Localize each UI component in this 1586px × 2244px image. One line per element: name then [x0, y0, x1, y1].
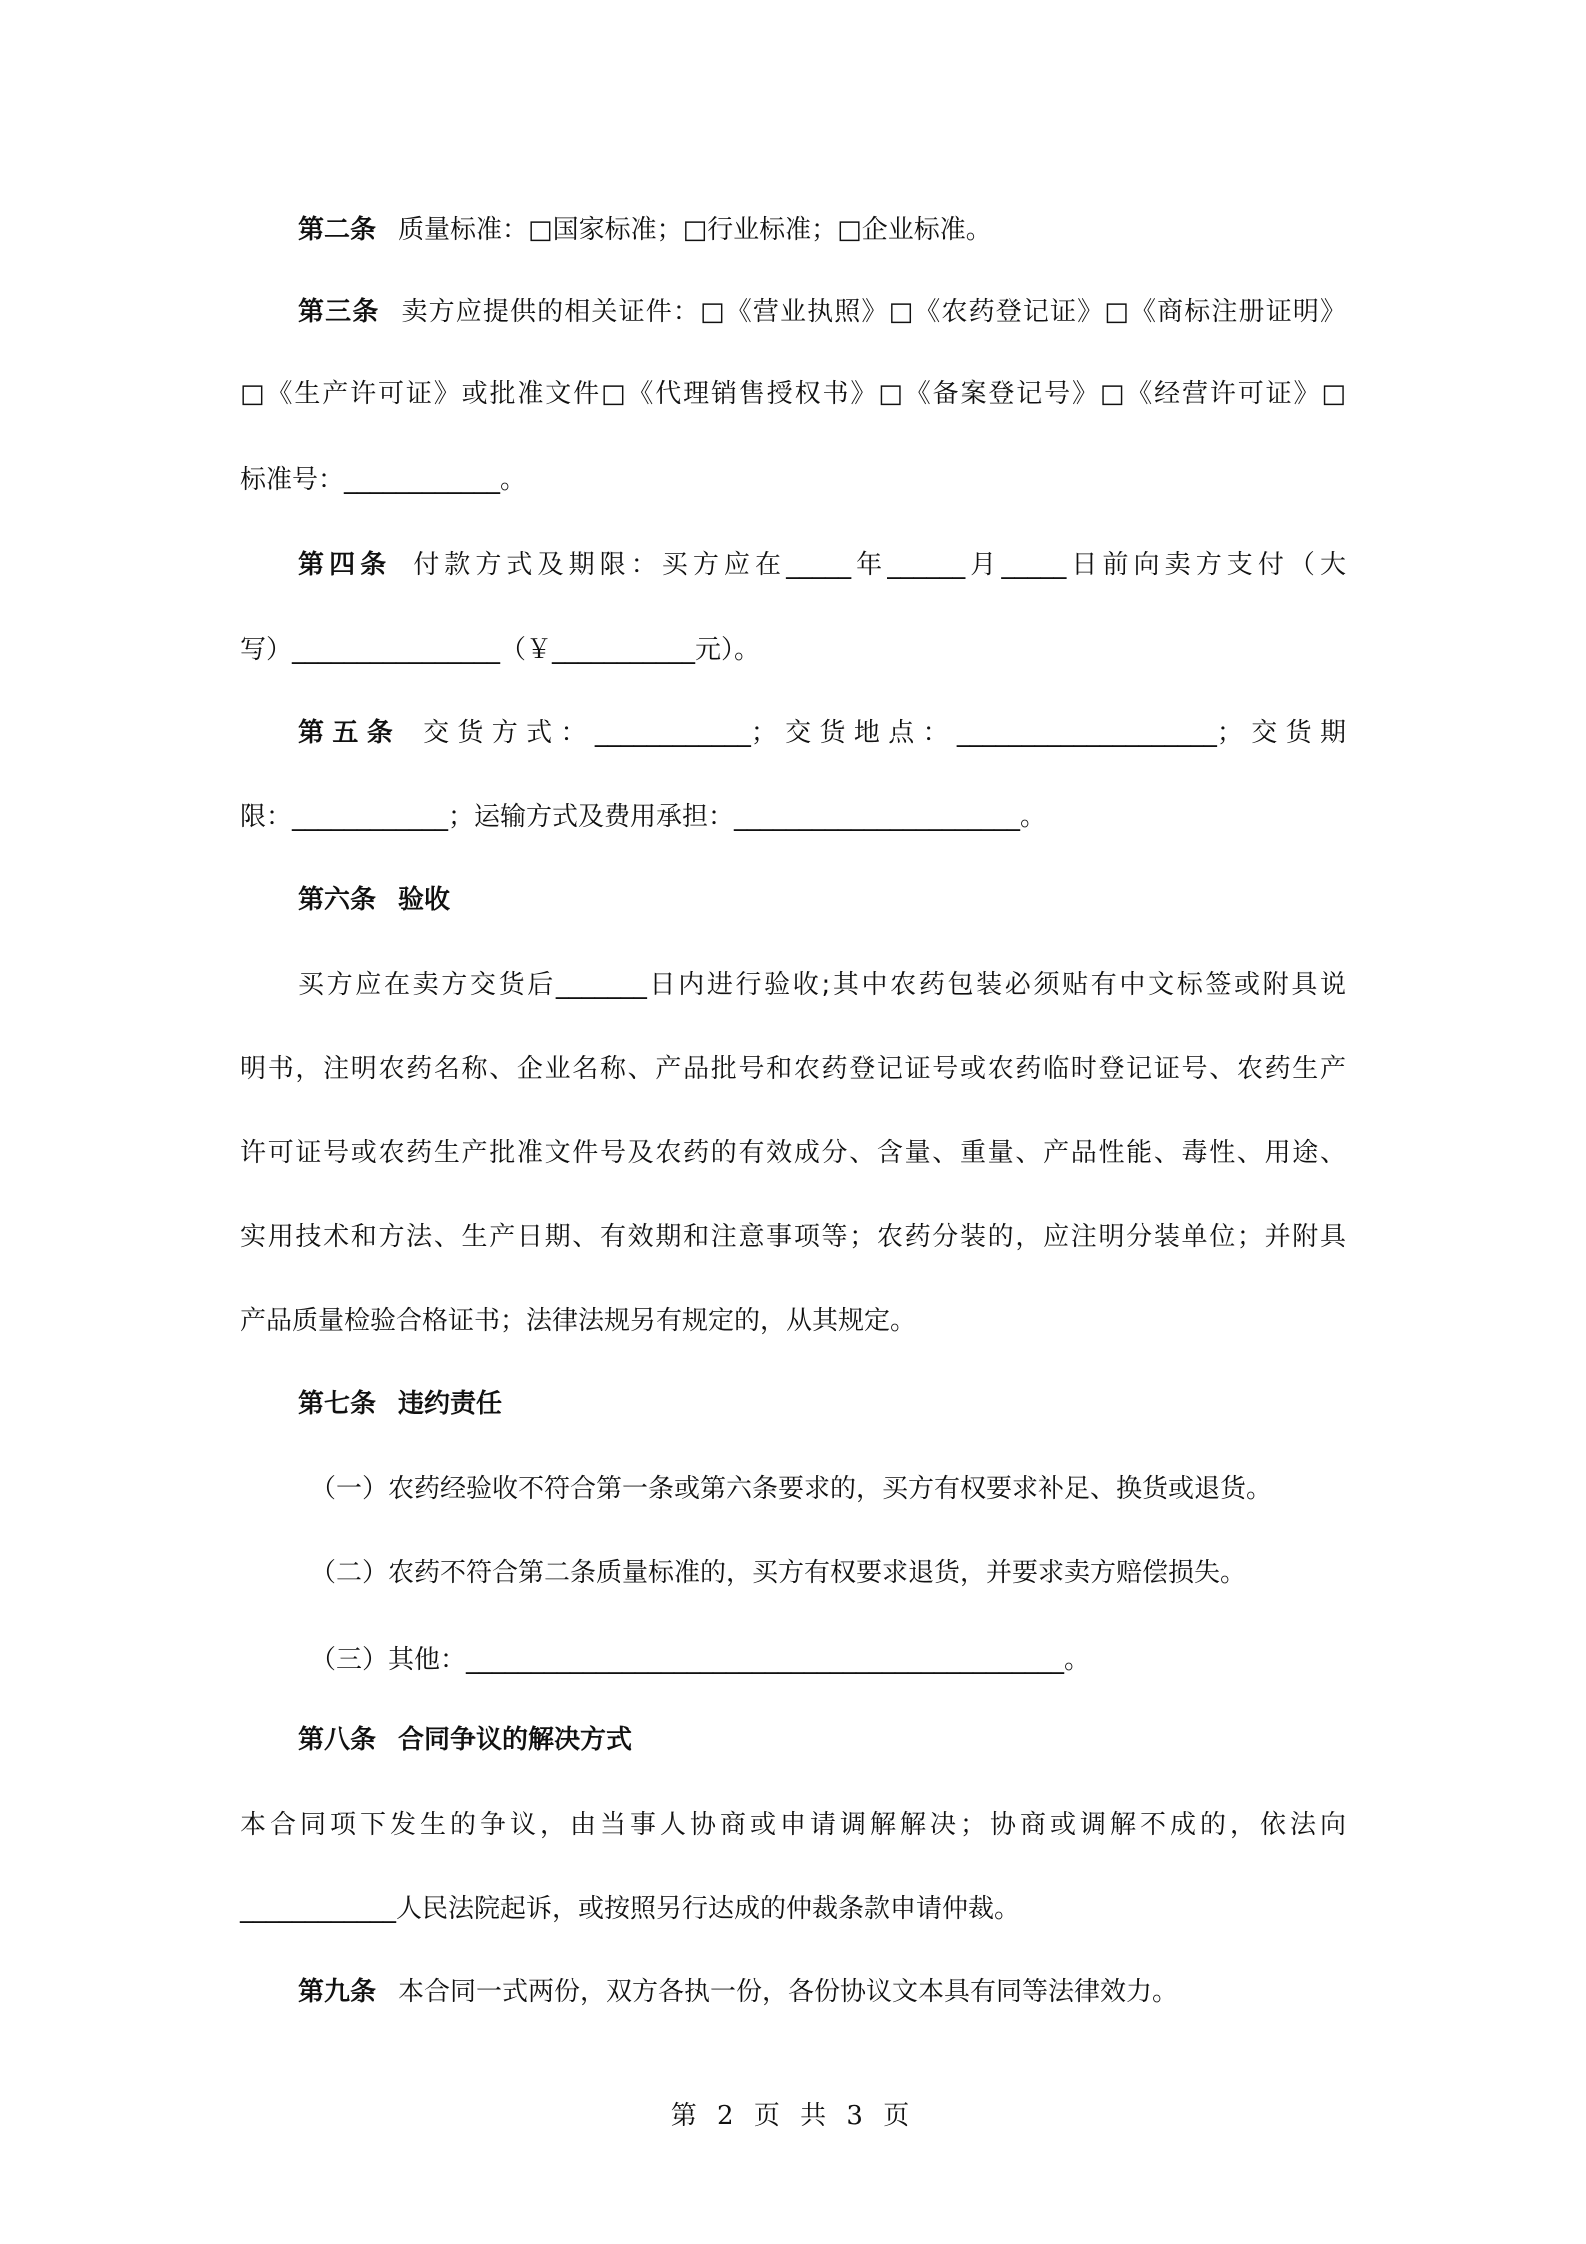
article-9-head: 第九条 — [298, 1977, 377, 2007]
article-7-item-2: （二）农药不符合第二条质量标准的，买方有权要求退货，并要求卖方赔偿损失。 — [310, 1558, 1247, 1588]
article-3-text-1: 卖方应提供的相关证件：□《营业执照》□《农药登记证》□《商标注册证明》 — [401, 297, 1346, 327]
article-7-title: 违约责任 — [398, 1389, 503, 1419]
article-8-body-line-1: 本合同项下发生的争议，由当事人协商或申请调解解决；协商或调解不成的，依法向 — [240, 1810, 1346, 1840]
article-5-line-1 — [298, 713, 1346, 753]
article-8-title: 合同争议的解决方式 — [398, 1725, 633, 1755]
article-6-heading — [298, 880, 1346, 920]
article-2 — [298, 210, 1346, 250]
article-3-line-3: 标准号：____________。 — [240, 465, 527, 495]
article-8-heading — [298, 1720, 1346, 1760]
article-5-text-1: 交货方式：____________；交货地点：____________________；交货期 — [423, 718, 1346, 748]
article-4-line-1 — [298, 545, 1346, 585]
article-3-line-2: □《生产许可证》或批准文件□《代理销售授权书》□《备案登记号》□《经营许可证》□ — [240, 379, 1346, 409]
article-6-body-line-1: 买方应在卖方交货后_______日内进行验收;其中农药包装必须贴有中文标签或附具说 — [298, 970, 1346, 1000]
article-8-head: 第八条 — [298, 1725, 377, 1755]
article-9-text: 本合同一式两份，双方各执一份，各份协议文本具有同等法律效力。 — [398, 1977, 1179, 2007]
article-6-head: 第六条 — [298, 885, 377, 915]
article-7-item-1: （一）农药经验收不符合第一条或第六条要求的，买方有权要求补足、换货或退货。 — [310, 1474, 1273, 1504]
article-4-text-1: 付款方式及期限：买方应在_____年______月_____日前向卖方支付（大 — [413, 550, 1346, 580]
article-7-item-3: （三）其他：______________________________________________。 — [310, 1645, 1091, 1675]
article-6-body-line-4: 实用技术和方法、生产日期、有效期和注意事项等；农药分装的，应注明分装单位；并附具 — [240, 1222, 1346, 1252]
article-5-head: 第五条 — [298, 718, 402, 748]
article-6-title: 验收 — [398, 885, 451, 915]
article-2-text: 质量标准：□国家标准；□行业标准；□企业标准。 — [398, 215, 992, 245]
article-6-body-line-2: 明书，注明农药名称、企业名称、产品批号和农药登记证号或农药临时登记证号、农药生产 — [240, 1054, 1346, 1084]
page-footer: 第 2 页 共 3 页 — [670, 2101, 916, 2131]
article-6-body-line-3: 许可证号或农药生产批准文件号及农药的有效成分、含量、重量、产品性能、毒性、用途、 — [240, 1138, 1346, 1168]
article-3-line-1 — [298, 292, 1346, 332]
article-6-body-line-5: 产品质量检验合格证书；法律法规另有规定的，从其规定。 — [240, 1306, 917, 1336]
article-3-head: 第三条 — [298, 297, 380, 327]
article-4-head: 第四条 — [298, 550, 392, 580]
article-5-line-2: 限：____________；运输方式及费用承担：______________________。 — [240, 802, 1047, 832]
article-2-head: 第二条 — [298, 215, 377, 245]
article-7-head: 第七条 — [298, 1389, 377, 1419]
article-9 — [298, 1972, 1346, 2012]
article-7-heading — [298, 1384, 1346, 1424]
article-4-line-2: 写）________________（￥___________元）。 — [240, 635, 761, 665]
article-8-body-line-2: ____________人民法院起诉，或按照另行达成的仲裁条款申请仲裁。 — [240, 1894, 1021, 1924]
